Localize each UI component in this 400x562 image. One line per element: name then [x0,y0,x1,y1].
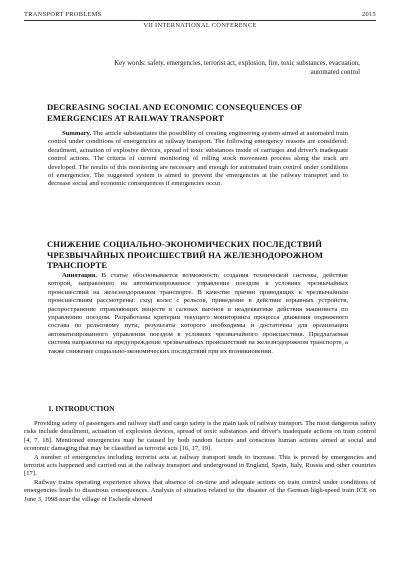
intro-paragraph-2: A number of emergencies including terrorist acts at railway transport tends to increase. This is proved by emergencies and terrorist acts happened and carried out at the railway transport and underground in England, Spain, Italy, Russia and other countries [17]. [24,453,376,478]
section-heading-introduction: 1. INTRODUCTION [48,404,115,413]
keywords-line-1: Key words: safety, emergencies, terrorist act, explosion, fire, toxic substances, evacuation, [114,60,360,67]
journal-year: 2015 [362,11,376,18]
english-summary [48,130,348,189]
intro-paragraph-3: Railway trains operating experience shows that absence of on-time and adequate actions on train control under conditions of emergencies leads to disastrous consequences. Analysis of situation related to the disaster of the German high-speed train ICE on June 3, 1998 near the village of Eschede showed [24,478,376,503]
intro-paragraph-1: Providing safety of passengers and railway staff and cargo safety is the main task of railway transport. The most dangerous safety risks include derailment, actuation of explosion devices, spread of toxic substances and driver's inadequate actions on train control [4, 7, 18]. Mentioned emergencies may be caused by both random factors and conscious human actions aimed at social and economic damaging that may be classified as terrorist acts [16, 17, 19]. [24,420,376,453]
header-row [24,11,376,19]
russian-annotation [48,272,348,356]
running-header [24,11,376,30]
keywords-line-2: automated control [310,68,360,76]
summary-text: The article substantiates the possibility of creating engineering system aimed at automated train control under conditions of emergencies at railway transport. The following emergency reasons are considered: derailment, actuation of explosive devices, spread of toxic substances inside of carriages and driver's inadequate control actions. The criteria of current monitoring of rolling stock movement process along the track are developed. The results of this monitoring are necessary and enough for automated train control under conditions of emergencies. The suggested system is aimed to prevent the emergencies at the railway transport and to decrease social and economic consequences if emergencies occur. [48,130,348,188]
journal-name: TRANSPORT PROBLEMS [24,11,102,18]
conference-name: VII INTERNATIONAL CONFERENCE [143,22,257,29]
english-title: DECREASING SOCIAL AND ECONOMIC CONSEQUENCES OF EMERGENCIES AT RAILWAY TRANSPORT [47,102,303,123]
header-rule [24,20,376,21]
summary-label: Summary. [62,130,92,137]
annotation-text: В статье обосновывается возможность создания технической системы, действие которой, направленно на автоматизированное управление поездом в условиях чрезвычайных происшествий на железнодорожном транспорте. В качестве причин приводящих к чрезвычайным происшествиям рассмотрены: сход колес с рельсов, приведение в действие взрывных устройств, распространение отравляющих веществ в салонах вагонов и неадекватные действия машиниста по управлению поездом. Разработаны критерии текущего мониторинга процесса движения подвижного состава по рельсовому пути, результаты которого необходимы и достаточны для организации автоматизированного управления поездом в условиях чрезвычайного происшествия. Предлагаемая система направлена на предупреждение чрезвычайных происшествий на железнодорожном транспорте, а также снижение социально-экономических последствий при их возникновении. [48,272,348,355]
annotation-label: Аннотация. [62,272,98,279]
russian-title: СНИЖЕНИЕ СОЦИАЛЬНО-ЭКОНОМИЧЕСКИХ ПОСЛЕДСТВИЙ ЧРЕЗВЫЧАЙНЫХ ПРОИСШЕСТВИЙ НА ЖЕЛЕЗНОДОРОЖНОМ ТРАНСПОРТЕ [47,239,324,271]
keywords [60,60,360,77]
introduction-body [24,420,376,504]
